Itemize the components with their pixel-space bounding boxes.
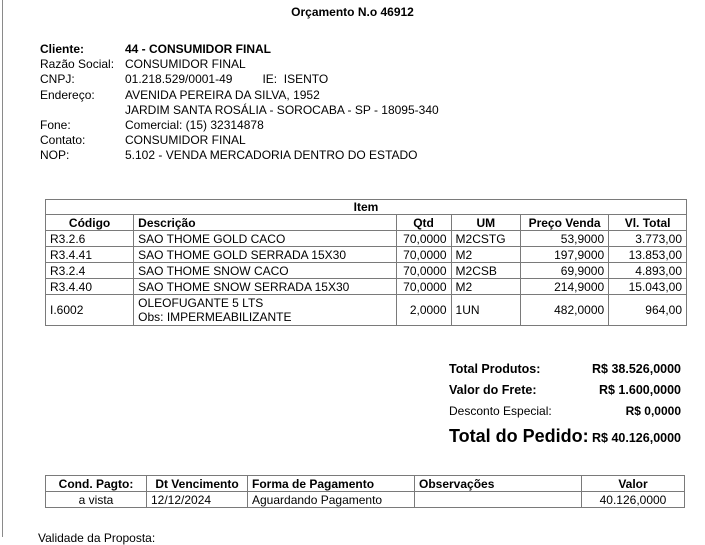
fone-value: Comercial: (15) 32314878: [125, 118, 264, 133]
cell-codigo: R3.2.6: [46, 231, 134, 247]
page-title: Orçamento N.o 46912: [291, 5, 414, 19]
cell-preco: 214,9000: [521, 279, 609, 295]
header-um: UM: [451, 215, 520, 231]
desconto-value: R$ 0,0000: [625, 404, 681, 418]
endereco-row: [40, 88, 439, 103]
payment-row: [46, 492, 685, 508]
header-total: Vl. Total: [609, 215, 687, 231]
cnpj-row: [40, 72, 439, 87]
header-valor: Valor: [582, 476, 685, 492]
cliente-value: 44 - CONSUMIDOR FINAL: [125, 42, 272, 56]
total-pedido-row: [449, 426, 681, 447]
total-produtos-label: Total Produtos:: [449, 362, 541, 376]
cell-um: M2CSB: [451, 263, 520, 279]
cell-total: 13.853,00: [609, 247, 687, 263]
frete-row: [449, 383, 681, 404]
nop-row: [40, 148, 439, 163]
desconto-label: Desconto Especial:: [449, 404, 552, 418]
cell-qtd: 70,0000: [396, 279, 451, 295]
endereco-label: Endereço:: [40, 87, 95, 102]
descricao-text: OLEOFUGANTE 5 LTS: [138, 296, 264, 310]
nop-value: 5.102 - VENDA MERCADORIA DENTRO DO ESTADO: [125, 148, 418, 163]
cell-descricao: SAO THOME GOLD CACO: [134, 231, 396, 247]
cliente-row: [40, 42, 439, 57]
cell-cond: a vista: [46, 492, 147, 508]
endereco-line1: AVENIDA PEREIRA DA SILVA, 1952: [125, 87, 320, 102]
table-row: [46, 247, 687, 263]
cell-um: M2CSTG: [451, 231, 520, 247]
nop-label: NOP:: [40, 148, 70, 163]
items-caption: Item: [46, 200, 687, 215]
fone-label: Fone:: [40, 118, 71, 133]
cell-descricao: [134, 295, 396, 326]
razao-value: CONSUMIDOR FINAL: [125, 57, 246, 72]
totals-block: [449, 362, 681, 447]
cell-total: 3.773,00: [609, 231, 687, 247]
cell-preco: 197,9000: [521, 247, 609, 263]
header-vencimento: Dt Vencimento: [147, 476, 248, 492]
header-preco: Preço Venda: [521, 215, 609, 231]
cell-forma: Aguardando Pagamento: [248, 492, 415, 508]
payment-table: [45, 475, 685, 508]
validade-label: Validade da Proposta:: [38, 531, 156, 545]
contato-label: Contato:: [40, 133, 86, 148]
table-row: [46, 231, 687, 247]
desconto-row: [449, 404, 681, 426]
contato-value: CONSUMIDOR FINAL: [125, 133, 246, 148]
cell-preco: 53,9000: [521, 231, 609, 247]
frete-label: Valor do Frete:: [449, 383, 537, 397]
contato-row: [40, 133, 439, 148]
cell-descricao: SAO THOME SNOW SERRADA 15X30: [134, 279, 396, 295]
payment-header-row: [46, 476, 685, 492]
razao-label: Razão Social:: [40, 57, 115, 72]
cell-preco: 69,9000: [521, 263, 609, 279]
cell-descricao: SAO THOME SNOW CACO: [134, 263, 396, 279]
cell-qtd: 70,0000: [396, 263, 451, 279]
descricao-obs: Obs: IMPERMEABILIZANTE: [138, 310, 292, 324]
cell-vencimento: 12/12/2024: [147, 492, 248, 508]
cell-qtd: 70,0000: [396, 231, 451, 247]
total-produtos-value: R$ 38.526,0000: [592, 362, 681, 376]
cnpj-value: 01.218.529/0001-49: [125, 72, 233, 87]
razao-row: [40, 57, 439, 72]
cell-descricao: SAO THOME GOLD SERRADA 15X30: [134, 247, 396, 263]
cell-obs: [415, 492, 582, 508]
header-cond: Cond. Pagto:: [46, 476, 147, 492]
cell-um: 1UN: [451, 295, 520, 326]
cell-total: 964,00: [609, 295, 687, 326]
table-row: [46, 279, 687, 295]
header-codigo: Código: [46, 215, 134, 231]
cell-preco: 482,0000: [521, 295, 609, 326]
cell-um: M2: [451, 279, 520, 295]
client-info: [40, 42, 439, 164]
items-header-row: [46, 215, 687, 231]
cell-valor: 40.126,0000: [582, 492, 685, 508]
page-border: [2, 0, 3, 537]
cell-total: 15.043,00: [609, 279, 687, 295]
cell-total: 4.893,00: [609, 263, 687, 279]
fone-row: [40, 118, 439, 133]
ie-label: IE:: [262, 72, 278, 87]
table-row: [46, 295, 687, 326]
total-pedido-value: R$ 40.126,0000: [592, 431, 681, 445]
cell-codigo: R3.4.40: [46, 279, 134, 295]
cell-um: M2: [451, 247, 520, 263]
items-table: [45, 199, 687, 326]
header-obs: Observações: [415, 476, 582, 492]
cell-codigo: R3.4.41: [46, 247, 134, 263]
total-produtos-row: [449, 362, 681, 383]
cliente-label: Cliente:: [40, 42, 85, 56]
endereco-line2: JARDIM SANTA ROSÁLIA - SOROCABA - SP - 18095-340: [125, 102, 439, 117]
header-qtd: Qtd: [396, 215, 451, 231]
total-pedido-label: Total do Pedido:: [449, 426, 589, 446]
cnpj-label: CNPJ:: [40, 72, 75, 87]
cell-codigo: R3.2.4: [46, 263, 134, 279]
ie-value: ISENTO: [283, 72, 329, 87]
cell-qtd: 2,0000: [396, 295, 451, 326]
frete-value: R$ 1.600,0000: [598, 383, 681, 397]
header-forma: Forma de Pagamento: [248, 476, 415, 492]
table-row: [46, 263, 687, 279]
cell-codigo: I.6002: [46, 295, 134, 326]
cell-qtd: 70,0000: [396, 247, 451, 263]
header-descricao: Descrição: [134, 215, 396, 231]
endereco-row-2: [40, 103, 439, 118]
